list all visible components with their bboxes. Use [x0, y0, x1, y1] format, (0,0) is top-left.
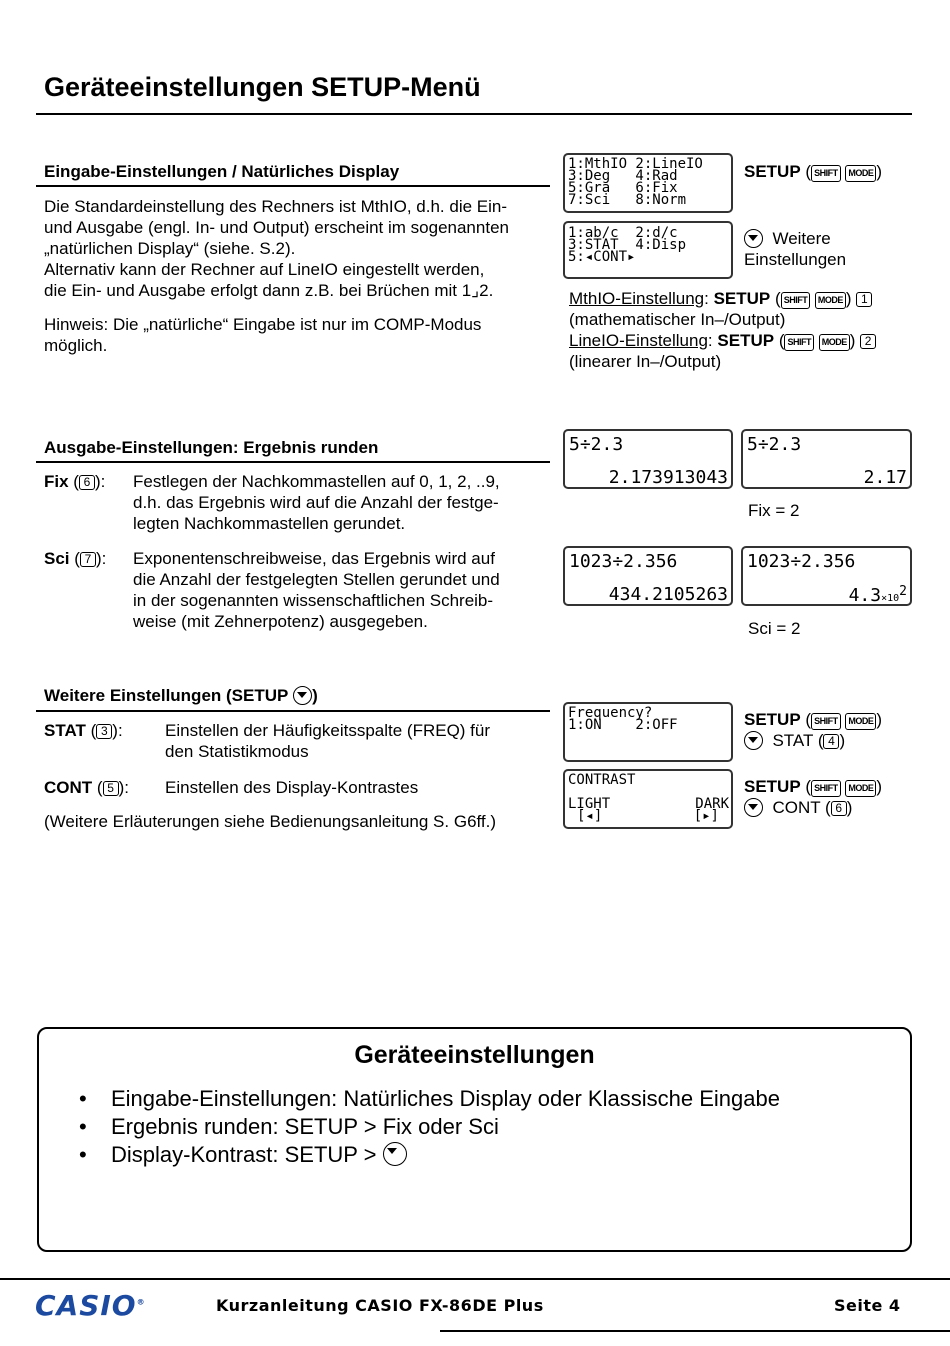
mode-key-icon: MODE [845, 713, 876, 730]
lcd-frequency: Frequency? 1:ON 2:OFF [563, 702, 733, 762]
list-item: • Ergebnis runden: SETUP > Fix oder Sci [79, 1113, 780, 1141]
further-note: (Weitere Erläuterungen siehe Bedienungsanleitung S. G6ff.) [44, 812, 497, 831]
further-settings-hint: Weitere Einstellungen [744, 229, 847, 269]
fix-caption: Fix = 2 [748, 501, 800, 520]
mode-key-icon: MODE [845, 165, 876, 182]
lcd-fix-after: 5÷2.3 2.17 [741, 429, 912, 489]
shift-key-icon: SHIFT [784, 334, 814, 351]
lineio-setting: LineIO-Einstellung: SETUP ( SHIFT MODE ) 2 [569, 330, 876, 351]
lcd-setup-menu-2: 1:ab/c 2:d/c 3:STAT 4:Disp 5:◂CONT▸ [563, 221, 733, 279]
fix-description: Festlegen der Nachkommastellen auf 0, 1, 2, ..9, d.h. das Ergebnis wird auf die Anzahl der festge- legten Nachkommastellen gerundet. [133, 472, 500, 533]
arrow-down-icon [744, 229, 763, 248]
shift-key-icon: SHIFT [811, 780, 841, 797]
footer-rule [0, 1278, 950, 1280]
list-item: • Eingabe-Einstellungen: Natürliches Display oder Klassische Eingabe [79, 1085, 780, 1113]
mode-key-icon: MODE [819, 334, 850, 351]
key-6-icon: 6 [79, 475, 95, 490]
sci-caption: Sci = 2 [748, 619, 801, 638]
key-2-icon: 2 [860, 334, 876, 349]
casio-logo: CASIO® [35, 1289, 146, 1322]
shift-key-icon: SHIFT [811, 165, 841, 182]
list-item: • Display-Kontrast: SETUP > [79, 1141, 780, 1169]
lcd-sci-before: 1023÷2.356 434.2105263 [563, 546, 733, 606]
lcd-setup-menu-1: 1:MthIO 2:LineIO 3:Deg 4:Rad 5:Gra 6:Fix 7:Sci 8:Norm [563, 153, 733, 213]
input-section-heading: Eingabe-Einstellungen / Natürliches Display [44, 162, 400, 181]
arrow-down-icon [383, 1142, 407, 1166]
page-title: Geräteeinstellungen SETUP-Menü [44, 72, 481, 102]
further-section-rule [36, 710, 550, 712]
footer-doc-title: Kurzanleitung CASIO FX-86DE Plus [216, 1296, 544, 1315]
mthio-desc: (mathematischer In–/Output) [569, 310, 786, 329]
shift-key-icon: SHIFT [781, 292, 811, 309]
lcd-fix-before: 5÷2.3 2.173913043 [563, 429, 733, 489]
lcd-contrast: CONTRAST LIGHT DARK [◂] [▸] [563, 769, 733, 829]
mode-key-icon: MODE [815, 292, 846, 309]
stat-description: Einstellen der Häufigkeitsspalte (FREQ) für den Statistikmodus [165, 721, 491, 761]
footer-rule-bottom [440, 1330, 950, 1332]
footer-page-number: Seite 4 [834, 1296, 901, 1315]
setup-instruction: SETUP ( SHIFT MODE ) [744, 162, 882, 181]
title-rule [36, 113, 912, 115]
arrow-down-icon [744, 731, 763, 750]
key-7-icon: 7 [80, 552, 96, 567]
lineio-desc: (linearer In–/Output) [569, 352, 722, 371]
key-4-icon: 4 [823, 734, 839, 749]
shift-key-icon: SHIFT [811, 713, 841, 730]
output-section-rule [36, 461, 550, 463]
lcd-sci-after: 1023÷2.356 $4.3\times 10^2$ [741, 546, 912, 606]
sci-description: Exponentenschreibweise, das Ergebnis wird auf die Anzahl der festgelegten Stellen gerundet und in der sogenannten wissenschaftlichen Schreib- weise (mit Zehnerpotenz) ausgegeben. [133, 549, 500, 631]
sci-result: $4.3\times 10^2$ [848, 584, 907, 606]
stat-option-label: STAT ( 3 ): [44, 721, 123, 740]
further-section-heading: Weitere Einstellungen (SETUP ) [44, 686, 318, 705]
key-5-icon: 5 [103, 781, 119, 796]
input-paragraph: Die Standardeinstellung des Rechners ist MthIO, d.h. die Ein- und Ausgabe (engl. In- und Output) erscheint im sogenannten „natürlichen Display“ (siehe. S.2). Alternativ kann der Rechner auf LineIO eingestellt werden, die Ein- und Ausgabe erfolgt dann z.B. bei Brüchen mit 1⌟2. [44, 197, 509, 300]
fix-option-label: Fix ( 6 ): [44, 472, 106, 491]
arrow-down-icon [744, 798, 763, 817]
stat-setup-instruction: SETUP ( SHIFT MODE ) STAT ( 4 ) [744, 710, 882, 750]
output-section-heading: Ausgabe-Einstellungen: Ergebnis runden [44, 438, 379, 457]
mode-key-icon: MODE [845, 780, 876, 797]
key-3-icon: 3 [96, 724, 112, 739]
input-section-rule [36, 185, 550, 187]
key-1-icon: 1 [856, 292, 872, 307]
cont-description: Einstellen des Display-Kontrastes [165, 778, 419, 797]
arrow-down-icon [293, 686, 312, 705]
summary-title: Geräteeinstellungen [354, 1041, 595, 1069]
sci-option-label: Sci ( 7 ): [44, 549, 107, 568]
cont-option-label: CONT ( 5 ): [44, 778, 129, 797]
key-6-icon: 6 [831, 801, 847, 816]
mthio-setting: MthIO-Einstellung: SETUP ( SHIFT MODE ) 1 [569, 288, 872, 309]
summary-box [37, 1027, 912, 1252]
cont-setup-instruction: SETUP ( SHIFT MODE ) CONT ( 6 ) [744, 777, 882, 817]
summary-list [79, 1085, 780, 1169]
input-note: Hinweis: Die „natürliche“ Eingabe ist nur im COMP-Modus möglich. [44, 315, 482, 355]
